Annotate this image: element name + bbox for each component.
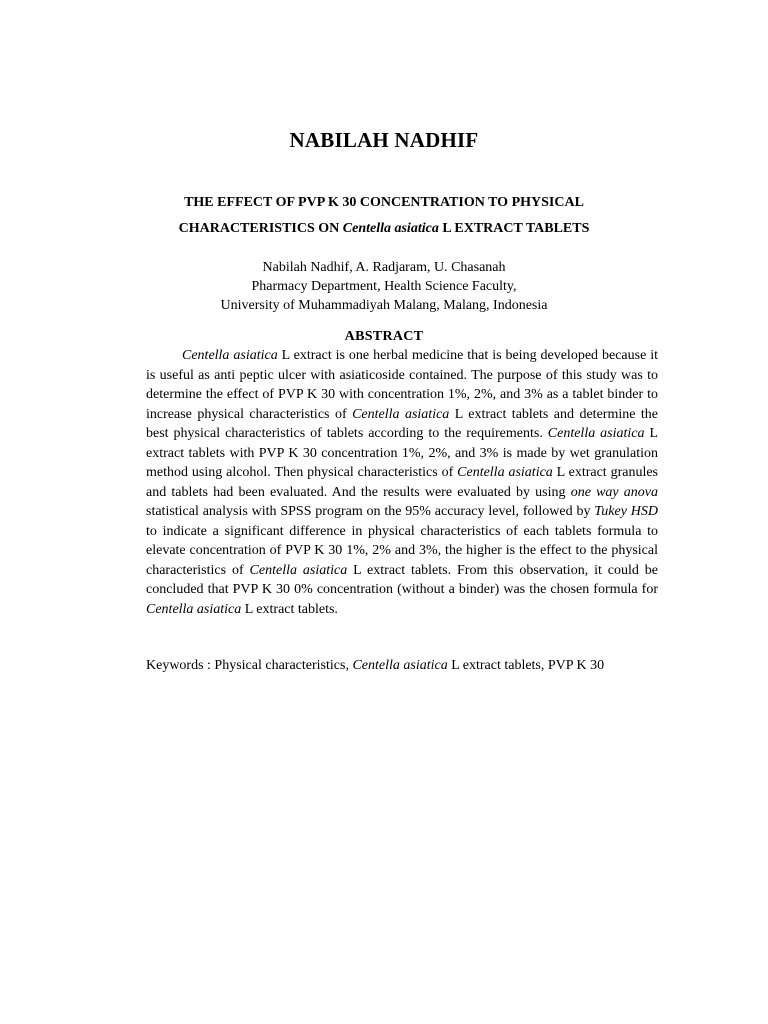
abstract-segment: Centella asiatica bbox=[457, 465, 553, 480]
abstract-segment: one way anova bbox=[570, 484, 658, 500]
abstract-segment: statistical analysis with SPSS program on the 95% accuracy level, followed by bbox=[146, 504, 595, 519]
department: Pharmacy Department, Health Science Faculty, bbox=[251, 279, 517, 294]
abstract-segment: Centella asiatica bbox=[352, 406, 450, 422]
title-line-2-prefix: CHARACTERISTICS ON bbox=[178, 221, 343, 236]
abstract-segment: L extract tablets. bbox=[241, 601, 338, 617]
abstract-segment: L extract tablets. From this observation, it could be concluded that PVP K 30 0% concentration (without a binder) was the chosen formula for bbox=[146, 562, 659, 597]
keywords-suffix: L extract tablets, PVP K 30 bbox=[447, 658, 605, 673]
keywords-line bbox=[146, 656, 666, 675]
abstract-heading: ABSTRACT bbox=[344, 329, 424, 344]
abstract-body bbox=[146, 346, 658, 619]
title-line-2-suffix: L EXTRACT TABLETS bbox=[438, 221, 590, 236]
abstract-segment: Centella asiatica bbox=[249, 562, 348, 578]
title-line-2 bbox=[100, 216, 668, 242]
title-species-name: Centella asiatica bbox=[342, 221, 439, 236]
abstract-segment: to indicate a significant difference in physical characteristics of each tablets formula to elevate concentration of PVP K 30 1%, 2% and 3%, the higher is the effect to the physical characteristics of bbox=[146, 523, 658, 578]
abstract-segment: Centella asiatica bbox=[547, 426, 645, 441]
abstract-segment: Centella asiatica bbox=[182, 348, 278, 363]
abstract-segment: L extract tablets with PVP K 30 concentration 1%, 2%, and 3% is made by wet granulation method using alcohol. Then physical characteristics of bbox=[146, 426, 658, 480]
university: University of Muhammadiyah Malang, Malang, Indonesia bbox=[220, 298, 548, 313]
affiliation-block bbox=[0, 258, 768, 315]
keywords-prefix: Keywords : Physical characteristics, bbox=[146, 658, 353, 673]
title-line-1: THE EFFECT OF PVP K 30 CONCENTRATION TO PHYSICAL bbox=[184, 195, 584, 210]
keywords-species-name: Centella asiatica bbox=[352, 658, 448, 673]
abstract-segment: L extract is one herbal medicine that is being developed because it is useful as anti peptic ulcer with asiaticoside contained. The purpose of this study was to determine the effect of PVP K 30 with concentration 1%, 2%, and 3% as a tablet binder to increase physical characteristics of bbox=[146, 348, 659, 422]
abstract-segment: Tukey HSD bbox=[594, 504, 658, 519]
abstract-segment: L extract granules and tablets had been evaluated. And the results were evaluated by using bbox=[146, 465, 658, 500]
abstract-segment: Centella asiatica bbox=[146, 601, 242, 617]
author-heading: NABILAH NADHIF bbox=[289, 128, 479, 152]
paper-title bbox=[100, 190, 668, 242]
author-list: Nabilah Nadhif, A. Radjaram, U. Chasanah bbox=[262, 260, 506, 275]
abstract-segment: L extract tablets and determine the best physical characteristics of tablets according to the requirements. bbox=[146, 406, 659, 441]
abstract-paragraph bbox=[146, 346, 658, 619]
